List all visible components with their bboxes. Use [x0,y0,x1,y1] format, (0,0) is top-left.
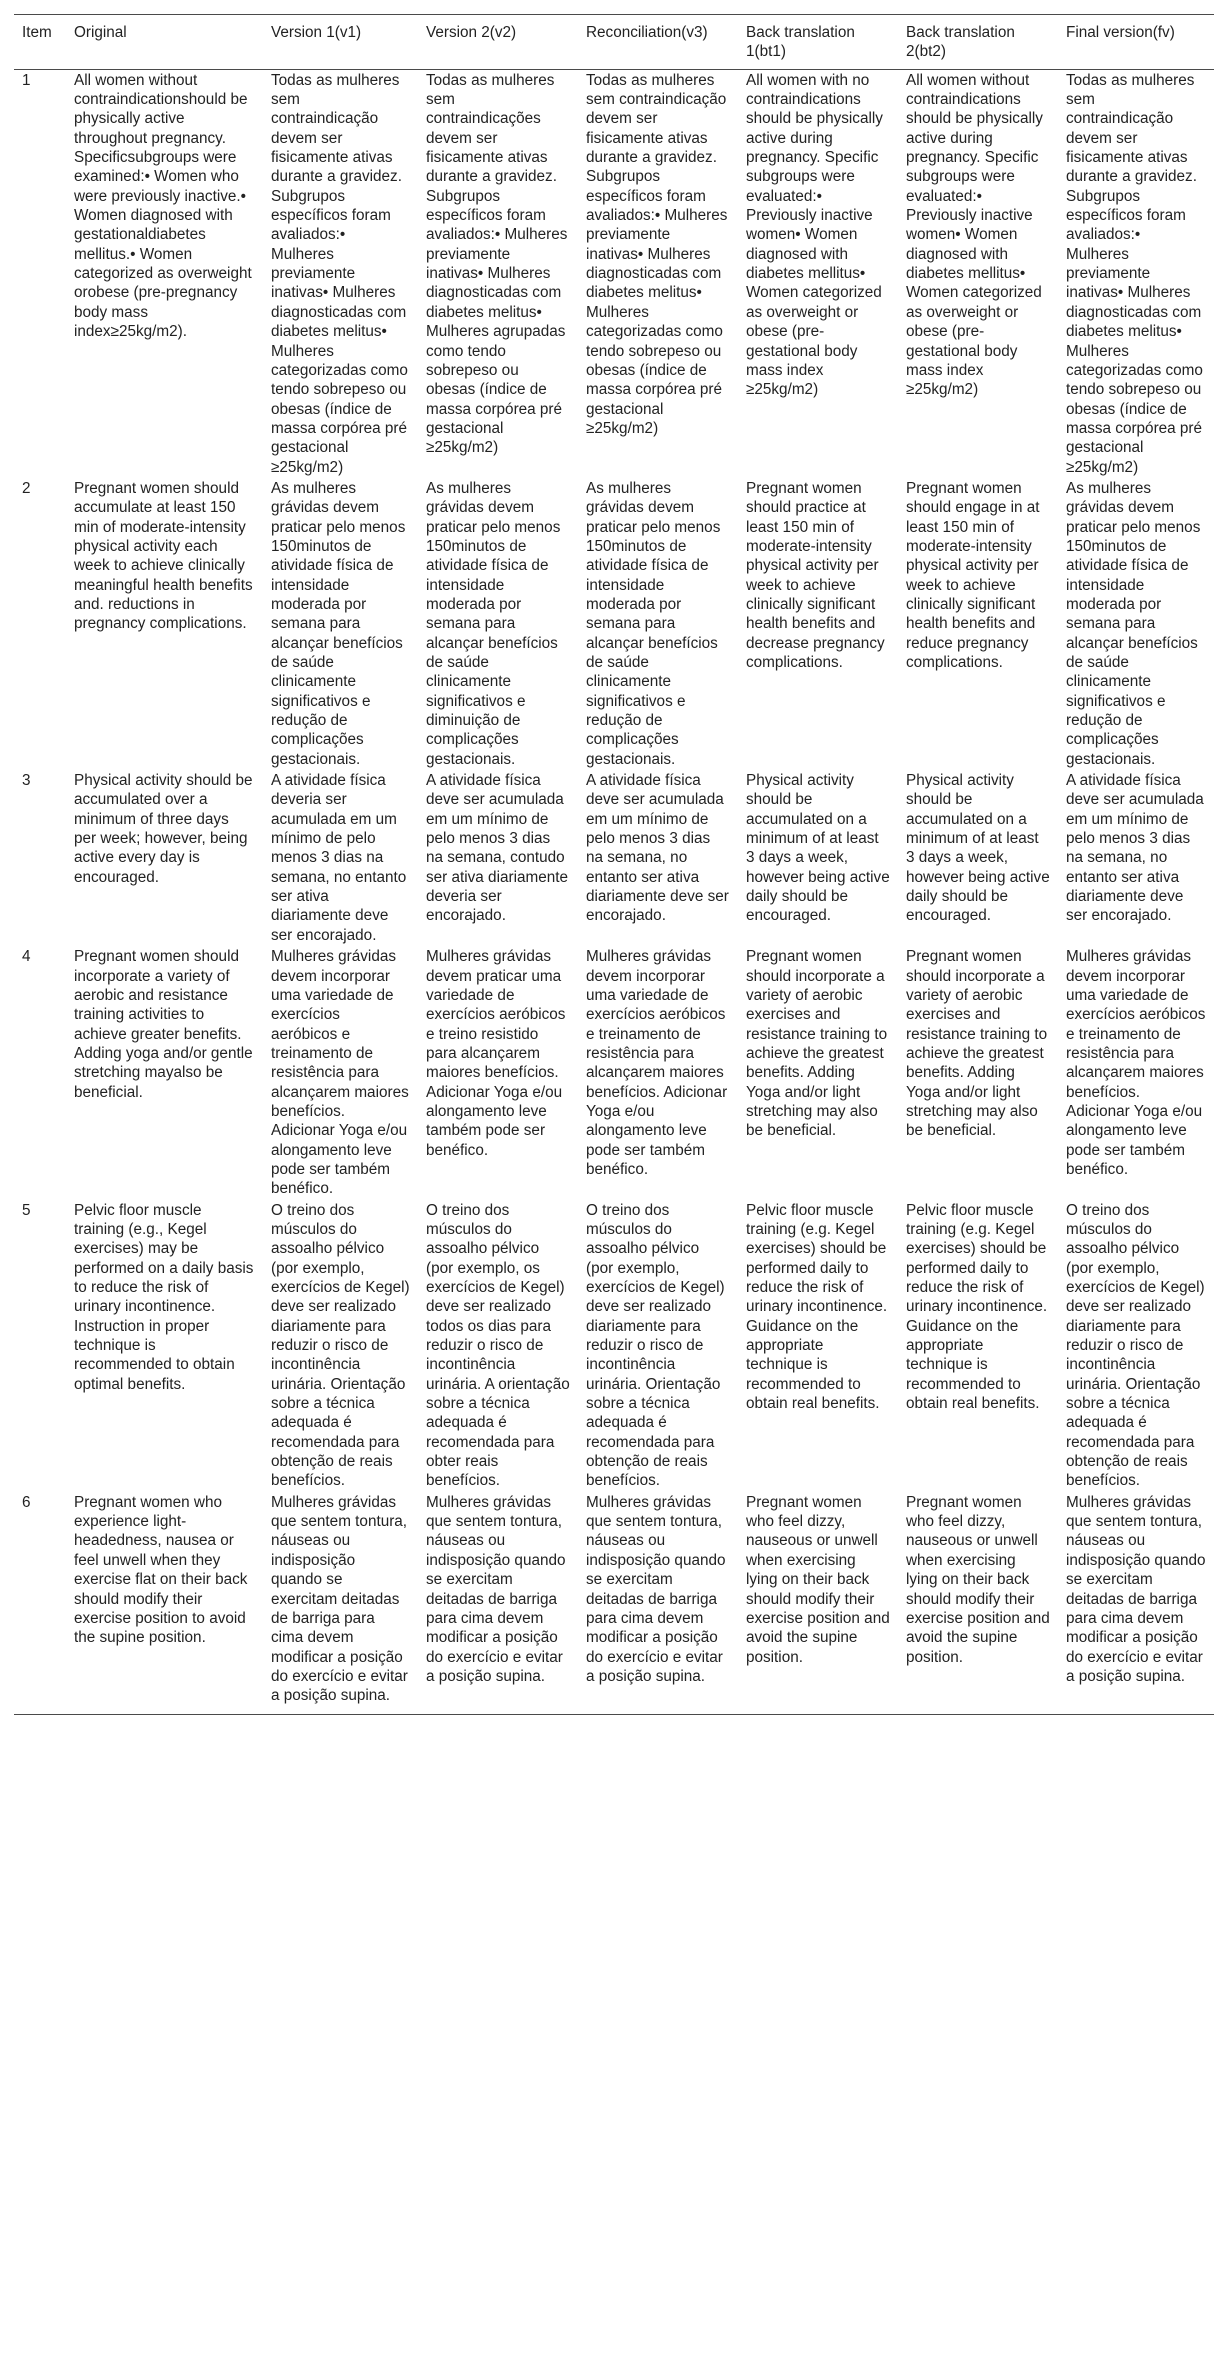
cell-version-2: O treino dos músculos do assoalho pélvico (por exemplo, os exercícios de Kegel) deve ser realizado todos os dias para reduzir o risco de incontinência urinária. A orientação sobre a técnica adequada é recomendada para obter reais benefícios. [426,1201,570,1490]
cell-back-translation-1: Pregnant women should practice at least 150 min of moderate-intensity physical activity per week to achieve clinically significant health benefits and decrease pregnancy complications. [746,479,885,671]
cell-final-version: O treino dos músculos do assoalho pélvico (por exemplo, exercícios de Kegel) deve ser realizado diariamente para reduzir o risco de incontinência urinária. Orientação sobre a técnica adequada é recomendada para obtenção de reais benefícios. [1066,1201,1205,1490]
header-final-version: Final version(fv) [1058,15,1214,70]
cell-reconciliation: O treino dos músculos do assoalho pélvico (por exemplo, exercícios de Kegel) deve ser realizado diariamente para reduzir o risco de incontinência urinária. Orientação sobre a técnica adequada é recomendada para obtenção de reais benefícios. [586,1201,725,1490]
cell-version-2: A atividade física deve ser acumulada em um mínimo de pelo menos 3 dias na semana, contudo ser ativa diariamente deveria ser encorajado. [426,772,568,925]
cell-version-2: As mulheres grávidas devem praticar pelo menos 150minutos de atividade física de intensidade moderada por semana para alcançar benefícios de saúde clinicamente significativos e diminuição de complicações gestacionais. [426,479,561,768]
cell-final-version: Mulheres grávidas devem incorporar uma variedade de exercícios aeróbicos e treinamento de resistência para alcançarem maiores benefícios. Adicionar Yoga e/ou alongamento leve pode ser também benéfico. [1066,948,1206,1178]
cell-final-version: A atividade física deve ser acumulada em um mínimo de pelo menos 3 dias na semana, no entanto ser ativa diariamente deve ser encorajado. [1066,772,1204,925]
cell-original: Pregnant women should accumulate at least 150 min of moderate-intensity physical activity each week to achieve clinically meaningful health benefits and. reductions in pregnancy complications. [74,479,253,633]
cell-reconciliation: Mulheres grávidas que sentem tontura, náuseas ou indisposição quando se exercitam deitadas de barriga para cima devem modificar a posição do exercício e evitar a posição supina. [578,1492,738,1714]
table-row [14,69,1214,478]
cell-original: Physical activity should be accumulated over a minimum of three days per week; however, being active every day is encouraged. [74,772,253,886]
cell-back-translation-1: Pelvic floor muscle training (e.g. Kegel exercises) should be performed daily to reduce the risk of urinary incontinence. Guidance on the appropriate technique is recommended to obtain real benefits. [746,1201,888,1413]
cell-original: Pregnant women should incorporate a variety of aerobic and resistance training activities to achieve greater benefits. Adding yoga and/or gentle stretching mayalso be beneficial. [74,948,253,1101]
translation-table [14,14,1214,1715]
header-version-1: Version 1(v1) [263,15,418,70]
cell-original: All women without contraindicationshould be physically active throughout pregnancy. Specificsubgroups were examined:• Women who were previously inactive.• Women diagnosed with gestationaldiabetes mellitus.• Women categorized as overweight orobese (pre-pregnancy body mass index≥25kg/m2). [74,71,252,341]
table-row [14,770,1214,946]
header-back-translation-2: Back translation 2(bt2) [898,15,1058,70]
cell-item: 4 [22,948,31,966]
cell-reconciliation: A atividade física deve ser acumulada em um mínimo de pelo menos 3 dias na semana, no entanto ser ativa diariamente deve ser encorajado. [586,772,729,925]
cell-version-1: As mulheres grávidas devem praticar pelo menos 150minutos de atividade física de intensidade moderada por semana para alcançar benefícios de saúde clinicamente significativos e redução de complicações gestacionais. [271,479,406,768]
cell-back-translation-2: All women without contraindications should be physically active during pregnancy. Specific subgroups were evaluated:• Previously inactive women• Women diagnosed with diabetes mellitus• Women categorized as overweight or obese (pre-gestational body mass index ≥25kg/m2) [906,71,1043,399]
table-header-row [14,15,1214,70]
cell-back-translation-2: Pregnant women should incorporate a variety of aerobic exercises and resistance training to achieve the greatest benefits. Adding Yoga and/or light stretching may also be beneficial. [906,948,1048,1140]
cell-final-version: Todas as mulheres sem contraindicação devem ser fisicamente ativas durante a gravidez. Subgrupos específicos foram avaliados:• Mulheres previamente inativas• Mulheres diagnosticadas com diabetes melitus• Mulheres categorizadas como tendo sobrepeso ou obesas (índice de massa corpórea pré gestacional ≥25kg/m2) [1066,71,1203,476]
cell-version-2: Todas as mulheres sem contraindicações devem ser fisicamente ativas durante a gravidez. Subgrupos específicos foram avaliados:• Mulheres previamente inativas• Mulheres diagnosticadas com diabetes melitus• Mulheres agrupadas como tendo sobrepeso ou obesas (índice de massa corpórea pré gestacional ≥25kg/m2) [426,71,568,457]
cell-back-translation-2: Pregnant women should engage in at least 150 min of moderate-intensity physical activity per week to achieve clinically significant health benefits and reduce pregnancy complications. [906,479,1040,671]
table-row [14,1200,1214,1492]
cell-item: 6 [14,1492,66,1714]
header-item: Item [14,15,66,70]
header-back-translation-1: Back translation 1(bt1) [738,15,898,70]
cell-final-version: Mulheres grávidas que sentem tontura, náuseas ou indisposição quando se exercitam deitadas de barriga para cima devem modificar a posição do exercício e evitar a posição supina. [1058,1492,1214,1714]
cell-version-1: O treino dos músculos do assoalho pélvico (por exemplo, exercícios de Kegel) deve ser realizado diariamente para reduzir o risco de incontinência urinária. Orientação sobre a técnica adequada é recomendada para obtenção de reais benefícios. [271,1201,410,1490]
table-row [14,946,1214,1199]
cell-version-2: Mulheres grávidas devem praticar uma variedade de exercícios aeróbicos e treino resistido para alcançarem maiores benefícios. Adicionar Yoga e/ou alongamento leve também pode ser benéfico. [426,948,566,1159]
cell-final-version: As mulheres grávidas devem praticar pelo menos 150minutos de atividade física de intensidade moderada por semana para alcançar benefícios de saúde clinicamente significativos e redução de complicações gestacionais. [1066,479,1201,768]
cell-version-1: Todas as mulheres sem contraindicação devem ser fisicamente ativas durante a gravidez. Subgrupos específicos foram avaliados:• Mulheres previamente inativas• Mulheres diagnosticadas com diabetes melitus• Mulheres categorizadas como tendo sobrepeso ou obesas (índice de massa corpórea pré gestacional ≥25kg/m2) [271,71,408,476]
cell-back-translation-1: All women with no contraindications should be physically active during pregnancy. Specific subgroups were evaluated:• Previously inactive women• Women diagnosed with diabetes mellitus• Women categorized as overweight or obese (pre-gestational body mass index ≥25kg/m2) [746,71,883,399]
cell-item: 3 [22,772,31,790]
table-row [14,1492,1214,1714]
cell-back-translation-1: Physical activity should be accumulated on a minimum of at least 3 days a week, however being active daily should be encouraged. [746,772,890,925]
cell-back-translation-1: Pregnant women should incorporate a variety of aerobic exercises and resistance training to achieve the greatest benefits. Adding Yoga and/or light stretching may also be beneficial. [746,948,888,1140]
cell-back-translation-2: Physical activity should be accumulated on a minimum of at least 3 days a week, however being active daily should be encouraged. [906,772,1050,925]
cell-reconciliation: Mulheres grávidas devem incorporar uma variedade de exercícios aeróbicos e treinamento de resistência para alcançarem maiores benefícios. Adicionar Yoga e/ou alongamento leve pode ser também benéfico. [586,948,728,1178]
cell-reconciliation: As mulheres grávidas devem praticar pelo menos 150minutos de atividade física de intensidade moderada por semana para alcançar benefícios de saúde clinicamente significativos e redução de complicações gestacionais. [586,479,721,768]
header-reconciliation: Reconciliation(v3) [578,15,738,70]
translation-table-container [14,14,1214,1715]
cell-version-2: Mulheres grávidas que sentem tontura, náuseas ou indisposição quando se exercitam deitadas de barriga para cima devem modificar a posição do exercício e evitar a posição supina. [418,1492,578,1714]
cell-reconciliation: Todas as mulheres sem contraindicação devem ser fisicamente ativas durante a gravidez. Subgrupos específicos foram avaliados:• Mulheres previamente inativas• Mulheres diagnosticadas com diabetes melitus• Mulheres categorizadas como tendo sobrepeso ou obesas (índice de massa corpórea pré gestacional ≥25kg/m2) [586,71,728,437]
cell-version-1: Mulheres grávidas devem incorporar uma variedade de exercícios aeróbicos e treinamento de resistência para alcançarem maiores benefícios. Adicionar Yoga e/ou alongamento leve pode ser também benéfico. [271,948,409,1198]
header-version-2: Version 2(v2) [418,15,578,70]
cell-original: Pregnant women who experience light-headedness, nausea or feel unwell when they exercise flat on their back should modify their exercise position to avoid the supine position. [66,1492,263,1714]
cell-item: 1 [22,71,31,89]
cell-version-1: Mulheres grávidas que sentem tontura, náuseas ou indisposição quando se exercitam deitadas de barriga para cima devem modificar a posição do exercício e evitar a posição supina. [263,1492,418,1714]
cell-original: Pelvic floor muscle training (e.g., Kegel exercises) may be performed on a daily basis to reduce the risk of urinary incontinence. Instruction in proper technique is recommended to obtain optimal benefits. [74,1201,254,1393]
table-row [14,478,1214,770]
cell-back-translation-2: Pelvic floor muscle training (e.g. Kegel exercises) should be performed daily to reduce the risk of urinary incontinence. Guidance on the appropriate technique is recommended to obtain real benefits. [906,1201,1048,1413]
cell-item: 5 [22,1201,31,1219]
cell-back-translation-1: Pregnant women who feel dizzy, nauseous or unwell when exercising lying on their back should modify their exercise position and avoid the supine position. [738,1492,898,1714]
header-original: Original [66,15,263,70]
cell-version-1: A atividade física deveria ser acumulada em um mínimo de pelo menos 3 dias na semana, no entanto ser ativa diariamente deve ser encorajado. [271,772,407,944]
cell-back-translation-2: Pregnant women who feel dizzy, nauseous or unwell when exercising lying on their back should modify their exercise position and avoid the supine position. [898,1492,1058,1714]
cell-item: 2 [22,479,31,497]
